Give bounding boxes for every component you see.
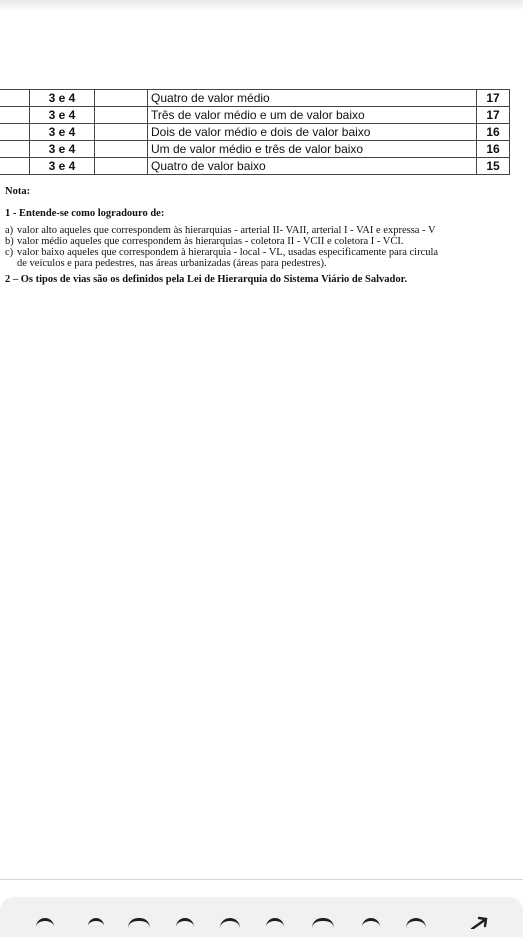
description-cell: Quatro de valor médio	[148, 90, 477, 107]
faixa-cell: 3 e 4	[30, 141, 95, 158]
table-row	[0, 124, 510, 141]
item-a-text: valor alto aqueles que correspondem às hierarquias - arterial II- VAII, arterial I - VAI e expressa - V	[17, 225, 436, 236]
blank-cell	[95, 141, 148, 158]
table-row	[0, 158, 510, 175]
item-b-text: valor médio aqueles que correspondem às hierarquias - coletora II - VCII e coletora I - VCI.	[17, 236, 404, 247]
arrow-right-icon[interactable]	[470, 915, 490, 929]
note-1-heading: 1 - Entende-se como logradouro de:	[5, 208, 165, 219]
nota-title: Nota:	[5, 186, 31, 197]
bottom-sheet[interactable]	[0, 897, 523, 937]
blank-cell	[0, 141, 30, 158]
table-row	[0, 107, 510, 124]
value-cell: 17	[477, 90, 510, 107]
faixa-cell: 3 e 4	[30, 107, 95, 124]
value-cell: 17	[477, 107, 510, 124]
blank-cell	[95, 90, 148, 107]
item-c-text: valor baixo aqueles que correspondem à hierarquia - local - VL, usadas especificamente para circula	[17, 247, 439, 258]
classification-table	[0, 89, 510, 175]
note-item-c-continuation: de veículos e para pedestres, nas áreas urbanizadas (áreas para pedestres).	[17, 258, 327, 269]
blank-cell	[95, 158, 148, 175]
note-2: 2 – Os tipos de vias são os definidos pela Lei de Hierarquia do Sistema Viário de Salvador.	[5, 274, 407, 285]
note-item-c	[5, 247, 523, 258]
table-row	[0, 141, 510, 158]
blank-cell	[0, 107, 30, 124]
description-cell: Três de valor médio e um de valor baixo	[148, 107, 477, 124]
blank-cell	[95, 124, 148, 141]
faixa-cell: 3 e 4	[30, 90, 95, 107]
item-b-marker: b)	[5, 236, 14, 247]
top-edge-shadow	[0, 0, 523, 10]
value-cell: 16	[477, 124, 510, 141]
blank-cell	[95, 107, 148, 124]
table-row	[0, 90, 510, 107]
faixa-cell: 3 e 4	[30, 124, 95, 141]
blank-cell	[0, 124, 30, 141]
blank-cell	[0, 90, 30, 107]
note-item-b	[5, 236, 523, 247]
table-body	[0, 90, 510, 175]
blank-cell	[0, 158, 30, 175]
description-cell: Quatro de valor baixo	[148, 158, 477, 175]
value-cell: 15	[477, 158, 510, 175]
description-cell: Dois de valor médio e dois de valor baixo	[148, 124, 477, 141]
faixa-cell: 3 e 4	[30, 158, 95, 175]
description-cell: Um de valor médio e três de valor baixo	[148, 141, 477, 158]
notes-section	[5, 186, 523, 285]
item-a-marker: a)	[5, 225, 14, 236]
value-cell: 16	[477, 141, 510, 158]
page-bottom-divider	[0, 879, 523, 880]
bottom-sheet-clipped-text	[30, 918, 500, 929]
item-c-marker: c)	[5, 247, 14, 258]
note-item-a	[5, 225, 523, 236]
